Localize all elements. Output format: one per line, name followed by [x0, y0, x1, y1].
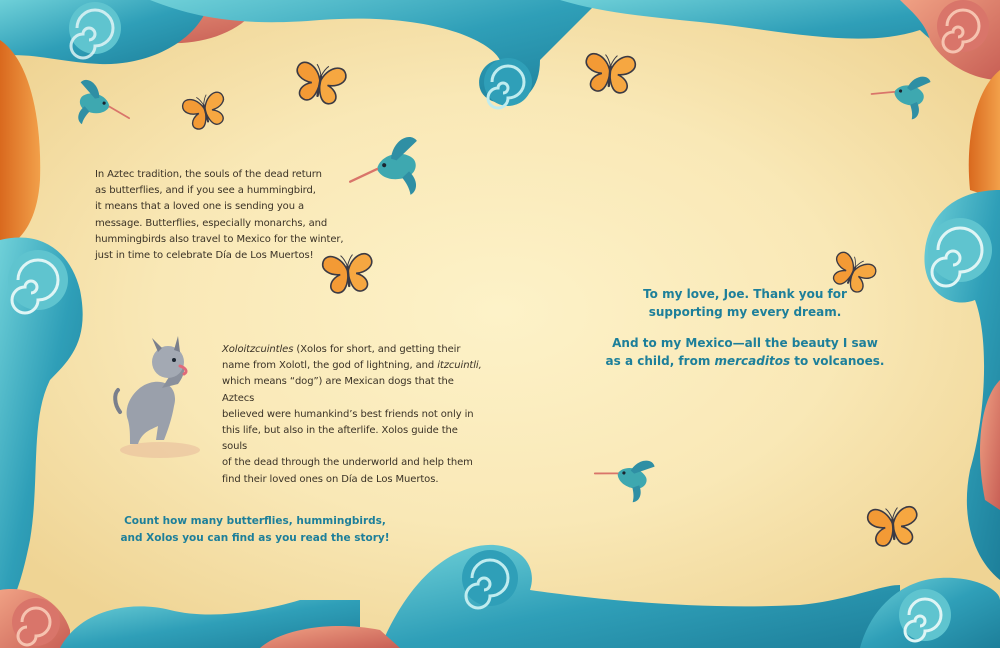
itzcuintli-term: itzcuintli, [437, 360, 482, 372]
dedication-mexico [585, 334, 905, 370]
xolo-dog [115, 336, 200, 458]
hummingbird-4 [590, 448, 655, 505]
aztec-line: hummingbirds also travel to Mexico for the winter, [95, 233, 344, 245]
right-waves [924, 70, 1000, 580]
dedication-text: to volcanoes. [790, 354, 885, 368]
xolo-line: which means “dog”) are Mexican dogs that the Aztecs [222, 376, 454, 404]
dedication-line: supporting my every dream. [648, 305, 842, 319]
hummingbird-3 [868, 68, 931, 121]
dedication-joe [600, 285, 890, 321]
butterfly-6 [867, 506, 919, 547]
xolo-line-text: (Xolos for short, and getting their [293, 344, 461, 355]
butterfly-1 [292, 61, 347, 106]
xolo-line: of the dead through the underworld and help them [222, 457, 473, 469]
dedication-line: To my love, Joe. Thank you for [643, 287, 847, 301]
count-prompt [110, 513, 400, 547]
count-line: and Xolos you can find as you read the story! [120, 532, 390, 544]
butterfly-2 [181, 91, 230, 132]
aztec-line: just in time to celebrate Día de Los Muertos! [95, 250, 314, 262]
xolo-line [222, 358, 484, 374]
xolo-paragraph [222, 342, 484, 488]
xolo-line: this life, but also in the afterlife. Xolos guide the souls [222, 425, 458, 453]
dedication-line: And to my Mexico—all the beauty I saw [612, 336, 878, 350]
butterfly-3 [584, 53, 636, 94]
dedication-line [585, 352, 905, 370]
aztec-line: as butterflies, and if you see a hummingbird, [95, 185, 316, 197]
xolo-line-text: name from Xolotl, the god of lightning, and [222, 360, 438, 372]
bottom-waves [60, 545, 1000, 648]
xolo-line: believed were humankind’s best friends not only in [222, 408, 474, 420]
aztec-line: it means that a loved one is sending you a [95, 201, 305, 213]
hummingbird-1 [70, 78, 135, 135]
aztec-tradition-paragraph [95, 167, 357, 264]
xolo-line [222, 342, 484, 358]
dedication-text: as a child, from [605, 354, 715, 368]
mercaditos-term: mercaditos [714, 354, 791, 368]
xolo-term: Xoloitzcuintles [222, 344, 294, 355]
aztec-line: message. Butterflies, especially monarchs, and [95, 217, 328, 229]
aztec-line: In Aztec tradition, the souls of the dead return [95, 169, 322, 180]
left-waves [0, 40, 83, 648]
count-line: Count how many butterflies, hummingbirds, [124, 515, 386, 527]
xolo-line: find their loved ones on Día de Los Muertos. [222, 473, 439, 485]
